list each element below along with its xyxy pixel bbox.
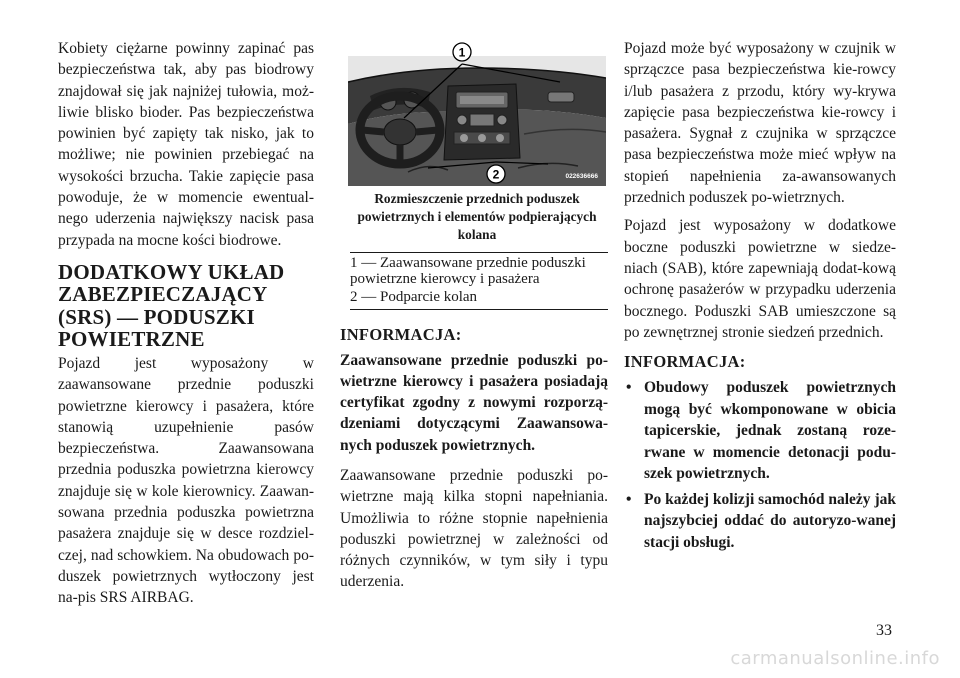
legend-item-1: 1 — Zaawansowane przednie poduszki powietrzne kierowcy i pasażera — [350, 252, 608, 289]
left-column — [58, 38, 314, 609]
info-certification-text: Zaawansowane przednie poduszki po-wietrzne kierowcy i pasażera posiadają certyfikat zgodny z nowymi rozporzą-dzeniami dotyczącymi Zaawansowa-nych poduszek powietrznych. — [340, 351, 608, 454]
info-heading-right: INFORMACJA: — [624, 352, 746, 372]
legend-item-2: 2 — Podparcie kolan — [350, 289, 608, 310]
bullet-item-1: • Obudowy poduszek powietrznych mogą być wkomponowane w obicia tapicerskie, jednak zostaną roze-rwane w momencie detonacji podu-szek powietrznych. — [624, 377, 896, 485]
figure-code: 022636666 — [565, 173, 598, 180]
pregnant-seatbelt-paragraph: Kobiety ciężarne powinny zapinać pas bezpieczeństwa tak, aby pas biodrowy znajdował się jak najniżej tułowia, moż-liwie blisko bioder. Pas bezpieczeństwa powinien być zapięty tak nisko, jak to możliwe; nie powinien przebiegać na wysokości brzucha. Takie zapięcie pasa powoduje, że w momencie ewentual-nego uderzenia największy nacisk pasa przypada na mocne kości biodrowe. — [58, 40, 314, 249]
callout-2-label: 2 — [492, 167, 500, 182]
inflation-stages-paragraph: Zaawansowane przednie poduszki po-wietrzne mają kilka stopni napełniania. Umożliwia to różne stopnie napełnienia poduszki powietrznej w zależności od różnych czynników, w tym siły i typu uderzenia. — [340, 466, 608, 591]
bullet-item-2: • Po każdej kolizji samochód należy jak najszybciej oddać do autoryzo-wanej stacji obsługi. — [624, 489, 896, 554]
srs-section-heading: DODATKOWY UKŁAD ZABEZPIECZAJĄCY (SRS) — PODUSZKI POWIETRZNE — [58, 259, 285, 352]
figure-legend — [350, 252, 608, 310]
airbag-intro-paragraph: Pojazd jest wyposażony w zaawansowane przednie poduszki powietrzne kierowcy i pasażera, które stanowią uzupełnienie pasów bezpieczeństwa. Zaawansowana przednia poduszka powietrzna kierowcy znajduje się w kole kierownicy. Zaawan-sowana przednia poduszka powietrzna pasażera znajduje się w desce rozdziel-czej, nad schowkiem. Na obudowach po-duszek powietrznych wytłoczony jest na-pis SRS AIRBAG. — [58, 354, 314, 607]
watermark: carmanualsonline.info — [730, 648, 940, 669]
figure-caption: Rozmieszczenie przednich poduszek powietrznych i elementów podpierających kolana — [357, 191, 597, 242]
right-column — [624, 38, 896, 557]
info-bullet-list — [624, 377, 896, 553]
callout-1-label: 1 — [458, 45, 466, 60]
side-airbag-paragraph: Pojazd jest wyposażony w dodatkowe boczne poduszki powietrzne w siedze-niach (SAB), które zapewniają dodat-kową ochronę pasażerów w przypadku uderzenia bocznego. Poduszki SAB umieszczone są po zewnętrznej stronie siedzeń przednich. — [624, 217, 896, 341]
middle-info-block — [340, 324, 608, 593]
middle-column — [340, 38, 608, 593]
page-number: 33 — [876, 622, 892, 639]
dashboard-airbag-figure — [348, 38, 606, 186]
buckle-sensor-paragraph: Pojazd może być wyposażony w czujnik w sprzączce pasa bezpieczeństwa kie-rowcy i/lub pasażera z przodu, który wy-krywa zapięcie pasa bezpieczeństwa kie-rowcy i pasażera. Sygnał z czujnika w sprzączce pasa bezpieczeństwa może mieć wpływ na stopień napełnienia za-awansowanych przednich poduszek po-wietrznych. — [624, 40, 896, 207]
info-heading: INFORMACJA: — [340, 324, 462, 344]
dashboard-illustration — [348, 38, 606, 186]
